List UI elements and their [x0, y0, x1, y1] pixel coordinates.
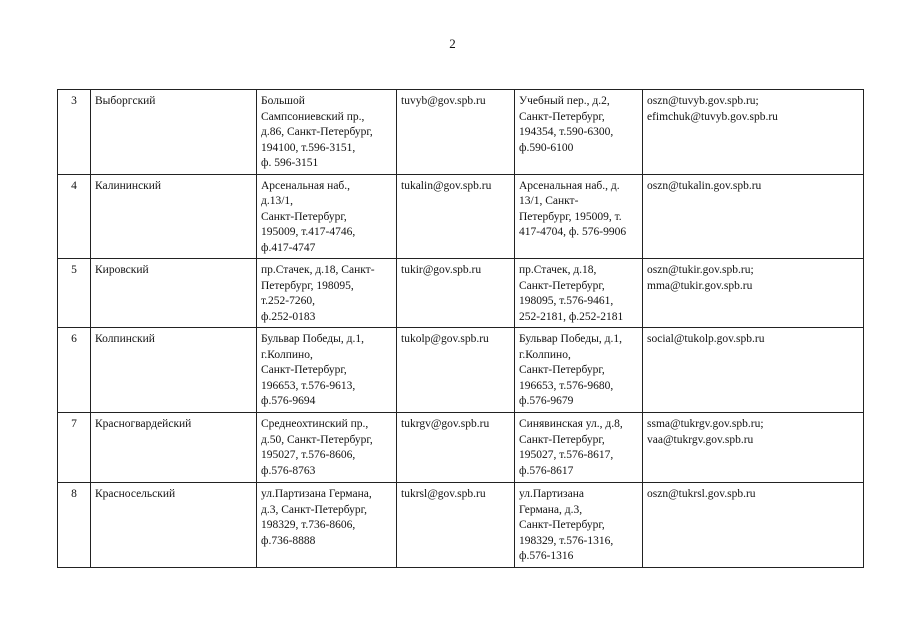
- admin-address: Большой Сампсониевский пр., д.86, Санкт-Петербург, 194100, т.596-3151, ф. 596-3151: [257, 90, 397, 175]
- district-name: Калининский: [91, 174, 257, 259]
- district-name: Кировский: [91, 259, 257, 328]
- department-email: oszn@tukrsl.gov.spb.ru: [643, 483, 864, 568]
- admin-email: tukrgv@gov.spb.ru: [397, 413, 515, 483]
- admin-email: tukolp@gov.spb.ru: [397, 328, 515, 413]
- table-row: [58, 413, 864, 483]
- row-number: 7: [58, 413, 91, 483]
- admin-address: Арсенальная наб., д.13/1, Санкт-Петербург, 195009, т.417-4746, ф.417-4747: [257, 174, 397, 259]
- row-number: 5: [58, 259, 91, 328]
- table-row: [58, 328, 864, 413]
- table-row: [58, 259, 864, 328]
- department-email: oszn@tukir.gov.spb.ru; mma@tukir.gov.spb.ru: [643, 259, 864, 328]
- row-number: 8: [58, 483, 91, 568]
- department-address: ул.Партизана Германа, д.3, Санкт-Петербург, 198329, т.576-1316, ф.576-1316: [515, 483, 643, 568]
- row-number: 4: [58, 174, 91, 259]
- row-number: 6: [58, 328, 91, 413]
- admin-address: Среднеохтинский пр., д.50, Санкт-Петербург, 195027, т.576-8606, ф.576-8763: [257, 413, 397, 483]
- department-email: oszn@tuvyb.gov.spb.ru; efimchuk@tuvyb.gov.spb.ru: [643, 90, 864, 175]
- department-email: ssma@tukrgv.gov.spb.ru; vaa@tukrgv.gov.spb.ru: [643, 413, 864, 483]
- admin-address: ул.Партизана Германа, д.3, Санкт-Петербург, 198329, т.736-8606, ф.736-8888: [257, 483, 397, 568]
- admin-email: tuvyb@gov.spb.ru: [397, 90, 515, 175]
- department-email: oszn@tukalin.gov.spb.ru: [643, 174, 864, 259]
- districts-table: [57, 89, 864, 568]
- admin-email: tukir@gov.spb.ru: [397, 259, 515, 328]
- department-email: social@tukolp.gov.spb.ru: [643, 328, 864, 413]
- district-name: Красносельский: [91, 483, 257, 568]
- department-address: Арсенальная наб., д. 13/1, Санкт- Петербург, 195009, т. 417-4704, ф. 576-9906: [515, 174, 643, 259]
- district-name: Колпинский: [91, 328, 257, 413]
- row-number: 3: [58, 90, 91, 175]
- department-address: Бульвар Победы, д.1, г.Колпино, Санкт-Петербург, 196653, т.576-9680, ф.576-9679: [515, 328, 643, 413]
- admin-address: Бульвар Победы, д.1, г.Колпино, Санкт-Петербург, 196653, т.576-9613, ф.576-9694: [257, 328, 397, 413]
- department-address: пр.Стачек, д.18, Санкт-Петербург, 198095, т.576-9461, 252-2181, ф.252-2181: [515, 259, 643, 328]
- table-row: [58, 174, 864, 259]
- table-row: [58, 90, 864, 175]
- admin-email: tukrsl@gov.spb.ru: [397, 483, 515, 568]
- department-address: Синявинская ул., д.8, Санкт-Петербург, 195027, т.576-8617, ф.576-8617: [515, 413, 643, 483]
- district-name: Выборгский: [91, 90, 257, 175]
- district-name: Красногвардейский: [91, 413, 257, 483]
- department-address: Учебный пер., д.2, Санкт-Петербург, 194354, т.590-6300, ф.590-6100: [515, 90, 643, 175]
- admin-email: tukalin@gov.spb.ru: [397, 174, 515, 259]
- admin-address: пр.Стачек, д.18, Санкт- Петербург, 198095, т.252-7260, ф.252-0183: [257, 259, 397, 328]
- page-number: 2: [449, 36, 456, 51]
- table-row: [58, 483, 864, 568]
